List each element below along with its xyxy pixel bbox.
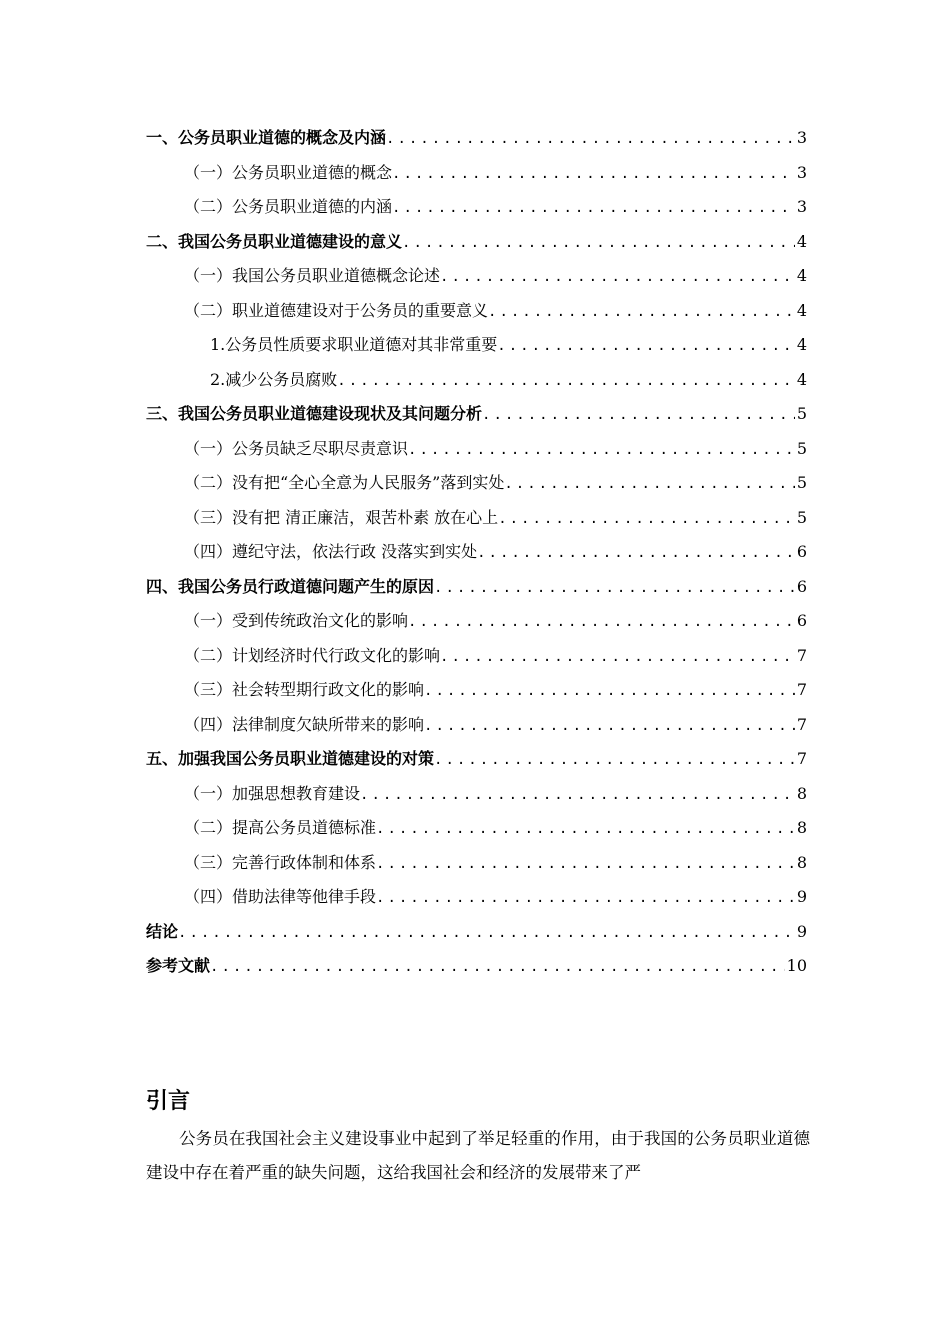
toc-entry-title: （三）社会转型期行政文化的影响	[184, 680, 425, 699]
toc-entry-page: 3	[796, 128, 807, 147]
toc-entry-title: （三）完善行政体制和体系	[184, 852, 377, 872]
toc-entry-page: 5	[796, 438, 807, 458]
toc-entry-page: 3	[796, 197, 807, 216]
toc-entry-page: 5	[796, 404, 807, 423]
toc-entry[interactable]	[146, 708, 807, 743]
toc-entry-title: （四）法律制度欠缺所带来的影响	[184, 714, 425, 734]
toc-dot-leader	[376, 812, 795, 847]
toc-entry-page: 8	[796, 783, 807, 803]
toc-entry[interactable]	[146, 190, 807, 225]
toc-entry-title: 三、我国公务员职业道德建设现状及其问题分析	[146, 404, 483, 423]
toc-entry-page: 7	[796, 749, 807, 768]
toc-dot-leader	[434, 743, 795, 778]
toc-dot-leader	[434, 571, 795, 606]
toc-entry[interactable]	[146, 121, 807, 156]
toc-entry-page: 8	[796, 818, 807, 837]
toc-entry-title: （二）没有把“全心全意为人民服务”落到实处	[184, 473, 505, 492]
toc-entry-page: 7	[796, 680, 807, 699]
toc-entry[interactable]	[146, 294, 807, 329]
toc-entry-page: 8	[796, 852, 807, 872]
toc-entry-page: 4	[796, 266, 807, 285]
toc-entry[interactable]	[146, 915, 807, 950]
toc-entry-page: 7	[796, 645, 807, 665]
toc-entry[interactable]	[146, 225, 807, 260]
toc-entry-page: 6	[796, 542, 807, 561]
toc-entry-title: 1.公务员性质要求职业道德对其非常重要	[210, 335, 498, 354]
toc-dot-leader	[392, 157, 795, 192]
toc-dot-leader	[408, 433, 795, 468]
toc-entry-title: （四）遵纪守法，依法行政 没落实到实处	[184, 542, 478, 561]
toc-entry-title: （一）公务员缺乏尽职尽责意识	[184, 438, 409, 458]
toc-dot-leader	[440, 640, 795, 675]
toc-entry[interactable]	[146, 880, 807, 915]
toc-dot-leader	[376, 847, 795, 882]
toc-entry-page: 3	[796, 162, 807, 182]
toc-entry-page: 7	[796, 714, 807, 734]
toc-dot-leader	[376, 881, 795, 916]
toc-entry-title: 二、我国公务员职业道德建设的意义	[146, 231, 403, 251]
toc-entry-page: 6	[796, 576, 807, 596]
toc-dot-leader	[337, 364, 795, 399]
toc-dot-leader	[482, 398, 795, 433]
toc-entry[interactable]	[146, 639, 807, 674]
toc-entry-title: （一）加强思想教育建设	[184, 783, 361, 803]
toc-entry-title: （二）计划经济时代行政文化的影响	[184, 645, 441, 665]
toc-entry[interactable]	[146, 397, 807, 432]
toc-entry-title: 四、我国公务员行政道德问题产生的原因	[146, 576, 435, 596]
toc-entry[interactable]	[146, 432, 807, 467]
toc-dot-leader	[386, 122, 795, 157]
toc-entry[interactable]	[146, 777, 807, 812]
toc-entry-page: 10	[786, 956, 807, 975]
toc-entry[interactable]	[146, 673, 807, 708]
toc-entry-title: （二）公务员职业道德的内涵	[184, 197, 393, 216]
toc-entry-page: 4	[796, 369, 807, 389]
toc-entry[interactable]	[146, 328, 807, 363]
toc-dot-leader	[498, 502, 795, 537]
toc-entry[interactable]	[146, 846, 807, 881]
toc-entry[interactable]	[146, 742, 807, 777]
toc-dot-leader	[424, 674, 795, 709]
toc-entry[interactable]	[146, 811, 807, 846]
toc-entry[interactable]	[146, 363, 807, 398]
toc-dot-leader	[360, 778, 795, 813]
toc-entry[interactable]	[146, 535, 807, 570]
toc-entry-page: 4	[796, 231, 807, 251]
toc-entry-title: （一）受到传统政治文化的影响	[184, 611, 409, 630]
intro-paragraph: 公务员在我国社会主义建设事业中起到了举足轻重的作用，由于我国的公务员职业道德建设中存在着严重的缺失问题，这给我国社会和经济的发展带来了严	[146, 1129, 810, 1182]
toc-dot-leader	[504, 467, 794, 502]
toc-entry-title: 参考文献	[146, 956, 211, 975]
toc-entry-title: （二）职业道德建设对于公务员的重要意义	[184, 300, 489, 320]
toc-entry-page: 4	[796, 335, 807, 354]
toc-entry[interactable]	[146, 501, 807, 536]
toc-entry[interactable]	[146, 570, 807, 605]
toc-entry-title: （一）我国公务员职业道德概念论述	[184, 266, 441, 285]
intro-heading: 引言	[146, 1089, 191, 1114]
toc-entry-title: 结论	[146, 921, 179, 941]
toc-dot-leader	[210, 950, 785, 985]
toc-entry-title: 五、加强我国公务员职业道德建设的对策	[146, 749, 435, 768]
toc-dot-leader	[497, 329, 795, 364]
toc-entry[interactable]	[146, 156, 807, 191]
toc-dot-leader	[392, 191, 795, 226]
toc-entry[interactable]	[146, 604, 807, 639]
toc-entry[interactable]	[146, 259, 807, 294]
toc-dot-leader	[402, 226, 795, 261]
toc-entry-page: 9	[796, 887, 807, 906]
toc-entry-page: 9	[796, 921, 807, 941]
toc-entry-title: （二）提高公务员道德标准	[184, 818, 377, 837]
table-of-contents	[146, 121, 807, 984]
toc-dot-leader	[440, 260, 795, 295]
toc-entry-title: （四）借助法律等他律手段	[184, 887, 377, 906]
toc-dot-leader	[488, 295, 795, 330]
toc-entry-title: 一、公务员职业道德的概念及内涵	[146, 128, 387, 147]
toc-dot-leader	[424, 709, 795, 744]
toc-entry-title: （一）公务员职业道德的概念	[184, 162, 393, 182]
toc-entry-page: 6	[796, 611, 807, 630]
toc-entry-page: 5	[796, 473, 807, 492]
toc-entry-page: 4	[796, 300, 807, 320]
toc-dot-leader	[408, 605, 795, 640]
toc-entry-page: 5	[796, 507, 807, 527]
toc-entry[interactable]	[146, 466, 807, 501]
toc-entry-title: 2.减少公务员腐败	[210, 369, 338, 389]
toc-dot-leader	[178, 916, 795, 951]
toc-entry[interactable]	[146, 949, 807, 984]
toc-dot-leader	[477, 536, 795, 571]
toc-entry-title: （三）没有把 清正廉洁，艰苦朴素 放在心上	[184, 507, 499, 527]
